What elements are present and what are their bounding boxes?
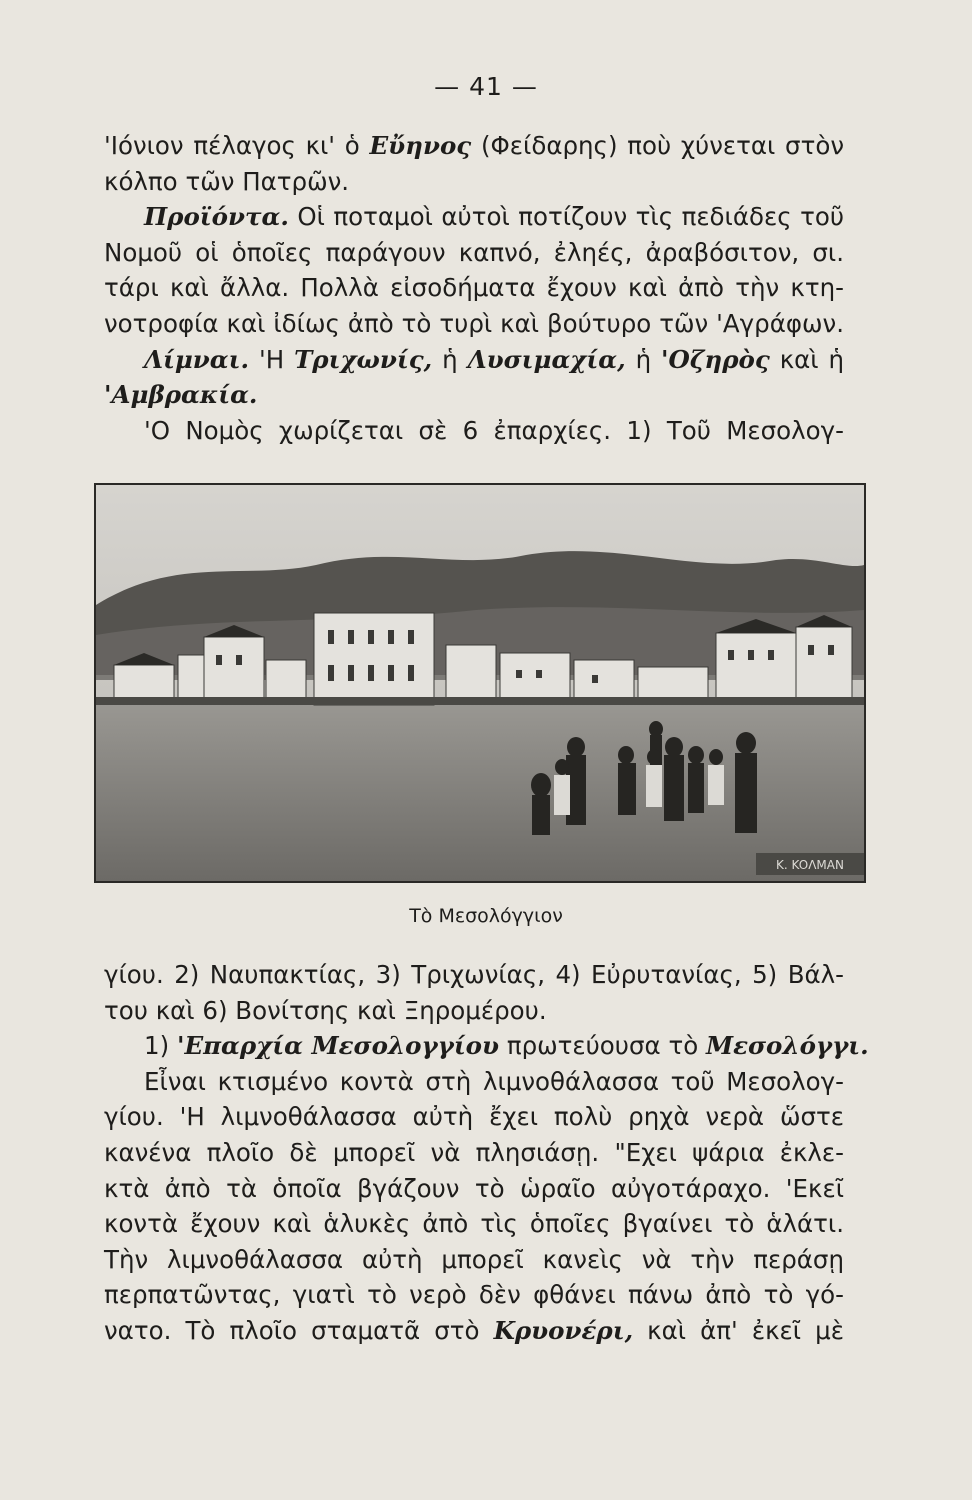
text-line: Νομοῦ οἱ ὁποῖες παράγουν καπνό, ἐληές, ἀραβόσιτον, σι.	[104, 237, 844, 267]
text-line: 1) 'Επαρχία Μεσολογγίου πρωτεύουσα τὸ Μεσολόγγι.	[144, 1031, 869, 1061]
place-name: Κρυονέρι,	[493, 1315, 634, 1345]
text-line: του καὶ 6) Βονίτσης καὶ Ξηρομέρου.	[104, 995, 547, 1025]
text-line: 'Ο Νομὸς χωρίζεται σὲ 6 ἐπαρχίες. 1) Τοῦ Μεσολογ-	[144, 415, 844, 445]
text-line: Εἶναι κτισμένο κοντὰ στὴ λιμνοθάλασσα τοῦ Μεσολογ-	[144, 1066, 844, 1096]
river-name: Εὔηνος	[369, 131, 472, 160]
page-number: — 41 —	[434, 72, 538, 101]
section-heading-products: Προϊόντα.	[144, 202, 289, 232]
text-line: κτὰ ἀπὸ τὰ ὁποῖα βγάζουν τὸ ὡραῖο αὐγοτάραχο. 'Εκεῖ	[104, 1173, 844, 1203]
text-line: γίου. 2) Ναυπακτίας, 3) Τριχωνίας, 4) Εὐρυτανίας, 5) Βάλ-	[104, 960, 844, 989]
bottom-text-block	[104, 957, 869, 1349]
photo-credit: K. KOΛMAN	[776, 858, 844, 872]
text-line: 'Αμβρακία.	[104, 380, 258, 410]
section-heading-lakes: Λίμναι.	[144, 344, 250, 374]
text-line: τάρι καὶ ἄλλα. Πολλὰ εἰσοδήματα ἔχουν καὶ ἀπὸ τὴν κτη-	[104, 273, 844, 303]
text-line: Τὴν λιμνοθάλασσα αὐτὴ μπορεῖ κανεὶς νὰ τὴν περάσῃ	[104, 1244, 844, 1274]
text-line: Προϊόντα. Οἱ ποταμοὶ αὐτοὶ ποτίζουν τὶς πεδιάδες τοῦ	[144, 202, 844, 232]
photo-illustration	[96, 485, 864, 881]
capital-name: Μεσολόγγι.	[705, 1031, 869, 1061]
photo-caption: Τὸ Μεσολόγγιον	[409, 905, 563, 927]
text-line: κανένα πλοῖο δὲ μπορεῖ νὰ πλησιάσῃ. "Εχει ψάρια ἐκλε-	[104, 1137, 844, 1167]
top-text-block	[104, 128, 844, 448]
text-line: νατο. Τὸ πλοῖο σταματᾶ στὸ Κρυονέρι, καὶ ἀπ' ἐκεῖ μὲ	[104, 1315, 844, 1345]
text-line: γίου. 'Η λιμνοθάλασσα αὐτὴ ἔχει πολὺ ρηχὰ νερὰ ὥστε	[104, 1102, 844, 1132]
text-line: 'Ιόνιον πέλαγος κι' ὁ Εὔηνος (Φείδαρης) ποὺ χύνεται στὸν	[104, 131, 844, 160]
text-line: περπατῶντας, γιατὶ τὸ νερὸ δὲν φθάνει πάνω ἀπὸ τὸ γό-	[104, 1280, 844, 1310]
text-line: κοντὰ ἔχουν καὶ ἁλυκὲς ἀπὸ τὶς ὁποῖες βγαίνει τὸ ἁλάτι.	[104, 1209, 844, 1239]
text-line: κόλπο τῶν Πατρῶν.	[104, 166, 350, 196]
text-line: Λίμναι. 'Η Τριχωνίς, ἡ Λυσιμαχία, ἡ 'Οζηρὸς καὶ ἡ	[144, 344, 845, 374]
section-heading-province: 'Επαρχία Μεσολογγίου	[176, 1031, 500, 1061]
text-line: νοτροφία καὶ ἰδίως ἀπὸ τὸ τυρὶ καὶ βούτυρο τῶν 'Αγράφων.	[104, 308, 844, 338]
photograph-mesolongi	[94, 483, 866, 883]
